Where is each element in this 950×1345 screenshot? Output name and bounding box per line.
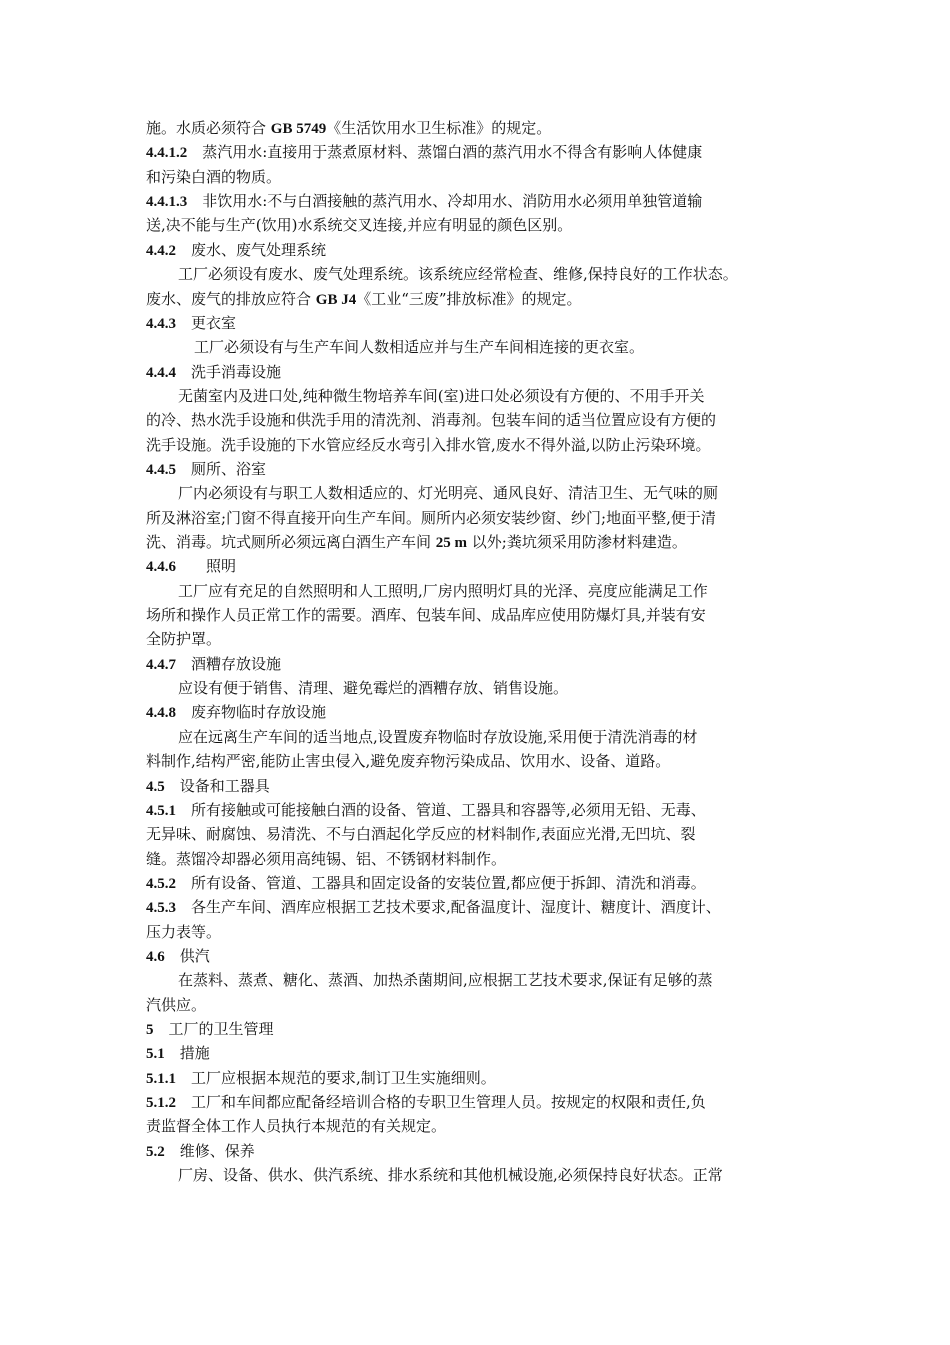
- section-number: 4.5: [146, 778, 165, 795]
- section-number: 4.4.5: [146, 461, 176, 478]
- text-line: [146, 702, 326, 722]
- text-line: [146, 167, 281, 187]
- text-line: [146, 946, 210, 966]
- section-number: 5.1: [146, 1046, 165, 1063]
- text-segment: 工厂应有充足的自然照明和人工照明,厂房内照明灯具的光泽、亮度应能满足工作: [178, 581, 708, 600]
- section-number: 4.6: [146, 948, 165, 965]
- text-segment: 汽供应。: [146, 995, 207, 1014]
- text-segment: 厂房、设备、供水、供汽系统、排水系统和其他机械设施,必须保持良好状态。正常: [178, 1166, 723, 1184]
- text-segment: 所有设备、管道、工器具和固定设备的安装位置,都应便于拆卸、清洗和消毒。: [176, 873, 706, 892]
- text-line: [178, 1165, 723, 1185]
- text-line: [146, 532, 687, 552]
- text-line: [146, 556, 236, 576]
- text-segment: 以外;粪坑须采用防渗材料建造。: [467, 533, 687, 551]
- text-segment: 所有接触或可能接触白酒的设备、管道、工器具和容器等,必须用无铅、无毒、: [176, 800, 706, 819]
- text-segment: 非饮用水:不与白酒接触的蒸汽用水、冷却用水、消防用水必须用单独管道输: [187, 192, 703, 211]
- section-number: 4.5.1: [146, 802, 176, 819]
- text-line: [146, 215, 572, 235]
- text-segment: 施。水质必须符合: [146, 119, 271, 137]
- section-number: GB 5749: [270, 121, 327, 137]
- text-line: [146, 508, 716, 528]
- text-segment: 所及淋浴室;门窗不得直接开向生产车间。厕所内必须安装纱窗、纱门;地面平整,便于清: [146, 508, 716, 527]
- text-segment: 酒糟存放设施: [176, 654, 282, 673]
- section-number: 4.4.6: [146, 559, 176, 576]
- text-line: [146, 654, 281, 674]
- section-number: GB J4: [315, 291, 357, 308]
- text-segment: 无异味、耐腐蚀、易清洗、不与白酒起化学反应的材料制作,表面应光滑,无凹坑、裂: [146, 825, 696, 844]
- text-line: [146, 410, 716, 430]
- text-segment: 蒸汽用水:直接用于蒸煮原材料、蒸馏白酒的蒸汽用水不得含有影响人体健康: [187, 143, 703, 162]
- text-line: [146, 289, 582, 309]
- text-segment: 工厂和车间都应配备经培训合格的专职卫生管理人员。按规定的权限和责任,负: [176, 1093, 706, 1111]
- text-segment: 废弃物临时存放设施: [176, 703, 327, 722]
- text-line: [178, 264, 738, 284]
- text-line: [178, 386, 704, 406]
- text-segment: 《工业“三废”排放标准》的规定。: [356, 289, 582, 308]
- section-number: 4.4.2: [146, 242, 176, 259]
- text-segment: 料制作,结构严密,能防止害虫侵入,避免废弃物污染成品、饮用水、设备、道路。: [146, 752, 671, 771]
- text-segment: 洗手消毒设施: [176, 362, 282, 381]
- text-line: [146, 362, 281, 382]
- text-line: [146, 1019, 274, 1039]
- text-segment: 照明: [176, 557, 237, 576]
- text-line: [146, 1043, 210, 1063]
- text-line: [146, 897, 721, 917]
- text-segment: 洗手设施。洗手设施的下水管应经反水弯引入排水管,废水不得外溢,以防止污染环境。: [146, 435, 711, 454]
- text-line: [146, 1092, 706, 1112]
- text-segment: 的冷、热水洗手设施和供洗手用的清洗剂、消毒剂。包装车间的适当位置应设有方便的: [146, 411, 717, 430]
- text-segment: 和污染白酒的物质。: [146, 167, 282, 186]
- text-segment: 工厂的卫生管理: [153, 1020, 274, 1038]
- text-segment: 洗、消毒。坑式厕所必须远离白酒生产车间: [146, 533, 436, 551]
- text-line: [146, 629, 221, 649]
- text-line: [146, 776, 270, 796]
- text-segment: 厂内必须设有与职工人数相适应的、灯光明亮、通风良好、清洁卫生、无气味的厕: [178, 484, 719, 503]
- text-segment: 更衣室: [176, 313, 237, 332]
- text-segment: 设备和工器具: [164, 776, 270, 795]
- section-number: 5: [146, 1022, 154, 1038]
- text-segment: 责监督全体工作人员执行本规范的有关规定。: [146, 1117, 447, 1136]
- text-line: [146, 1141, 255, 1161]
- text-line: [146, 435, 711, 455]
- text-segment: 压力表等。: [146, 922, 222, 941]
- text-line: [146, 313, 236, 333]
- text-segment: 各生产车间、酒库应根据工艺技术要求,配备温度计、湿度计、糖度计、酒度计、: [176, 898, 721, 917]
- text-line: [194, 337, 644, 357]
- text-segment: 废水、废气的排放应符合: [146, 289, 316, 308]
- text-segment: 缝。蒸馏冷却器必须用高纯锡、铝、不锈钢材料制作。: [146, 849, 507, 868]
- text-line: [146, 995, 206, 1015]
- text-segment: 供汽: [164, 946, 210, 965]
- section-number: 4.5.2: [146, 875, 176, 892]
- text-segment: 全防护罩。: [146, 630, 222, 649]
- section-number: 5.1.2: [146, 1095, 176, 1111]
- text-segment: 工厂必须设有废水、废气处理系统。该系统应经常检查、维修,保持良好的工作状态。: [178, 265, 738, 284]
- text-line: [146, 240, 326, 260]
- text-segment: 工厂必须设有与生产车间人数相适应并与生产车间相连接的更衣室。: [194, 338, 645, 357]
- section-number: 5.2: [146, 1143, 165, 1160]
- section-number: 25 m: [435, 535, 468, 551]
- section-number: 4.4.8: [146, 705, 176, 722]
- text-segment: 在蒸料、蒸煮、糖化、蒸酒、加热杀菌期间,应根据工艺技术要求,保证有足够的蒸: [178, 971, 713, 990]
- text-segment: 无菌室内及进口处,纯种微生物培养车间(室)进口处必须设有方便的、不用手开关: [178, 386, 705, 405]
- text-line: [146, 191, 702, 211]
- section-number: 4.4.3: [146, 315, 176, 332]
- section-number: 4.4.4: [146, 364, 176, 381]
- text-line: [146, 800, 706, 820]
- section-number: 4.4.7: [146, 656, 176, 673]
- text-segment: 措施: [164, 1044, 210, 1063]
- text-segment: 场所和操作人员正常工作的需要。酒库、包装车间、成品库应使用防爆灯具,并装有安: [146, 606, 706, 624]
- text-segment: 厕所、浴室: [176, 459, 267, 478]
- text-line: [146, 118, 551, 138]
- text-line: [146, 922, 221, 942]
- text-segment: 工厂应根据本规范的要求,制订卫生实施细则。: [176, 1068, 496, 1087]
- text-line: [178, 678, 568, 698]
- section-number: 4.4.1.3: [146, 194, 188, 211]
- text-segment: 送,决不能与生产(饮用)水系统交叉连接,并应有明显的颜色区别。: [146, 216, 573, 235]
- text-segment: 应设有便于销售、清理、避免霉烂的酒糟存放、销售设施。: [178, 679, 569, 698]
- text-line: [146, 824, 696, 844]
- text-line: [146, 873, 706, 893]
- text-line: [146, 142, 702, 162]
- section-number: 5.1.1: [146, 1070, 176, 1087]
- text-line: [178, 727, 698, 747]
- text-segment: 应在远离生产车间的适当地点,设置废弃物临时存放设施,采用便于清洗消毒的材: [178, 727, 698, 746]
- text-line: [178, 970, 713, 990]
- text-segment: 《生活饮用水卫生标准》的规定。: [326, 119, 552, 137]
- text-segment: 废水、废气处理系统: [176, 240, 327, 259]
- section-number: 4.4.1.2: [146, 145, 188, 162]
- text-line: [178, 581, 708, 601]
- text-line: [146, 459, 266, 479]
- section-number: 4.5.3: [146, 900, 176, 917]
- text-line: [178, 483, 718, 503]
- text-segment: 维修、保养: [164, 1141, 255, 1160]
- text-line: [146, 849, 506, 869]
- text-line: [146, 751, 670, 771]
- text-line: [146, 1068, 496, 1088]
- text-line: [146, 1116, 446, 1136]
- text-line: [146, 605, 706, 625]
